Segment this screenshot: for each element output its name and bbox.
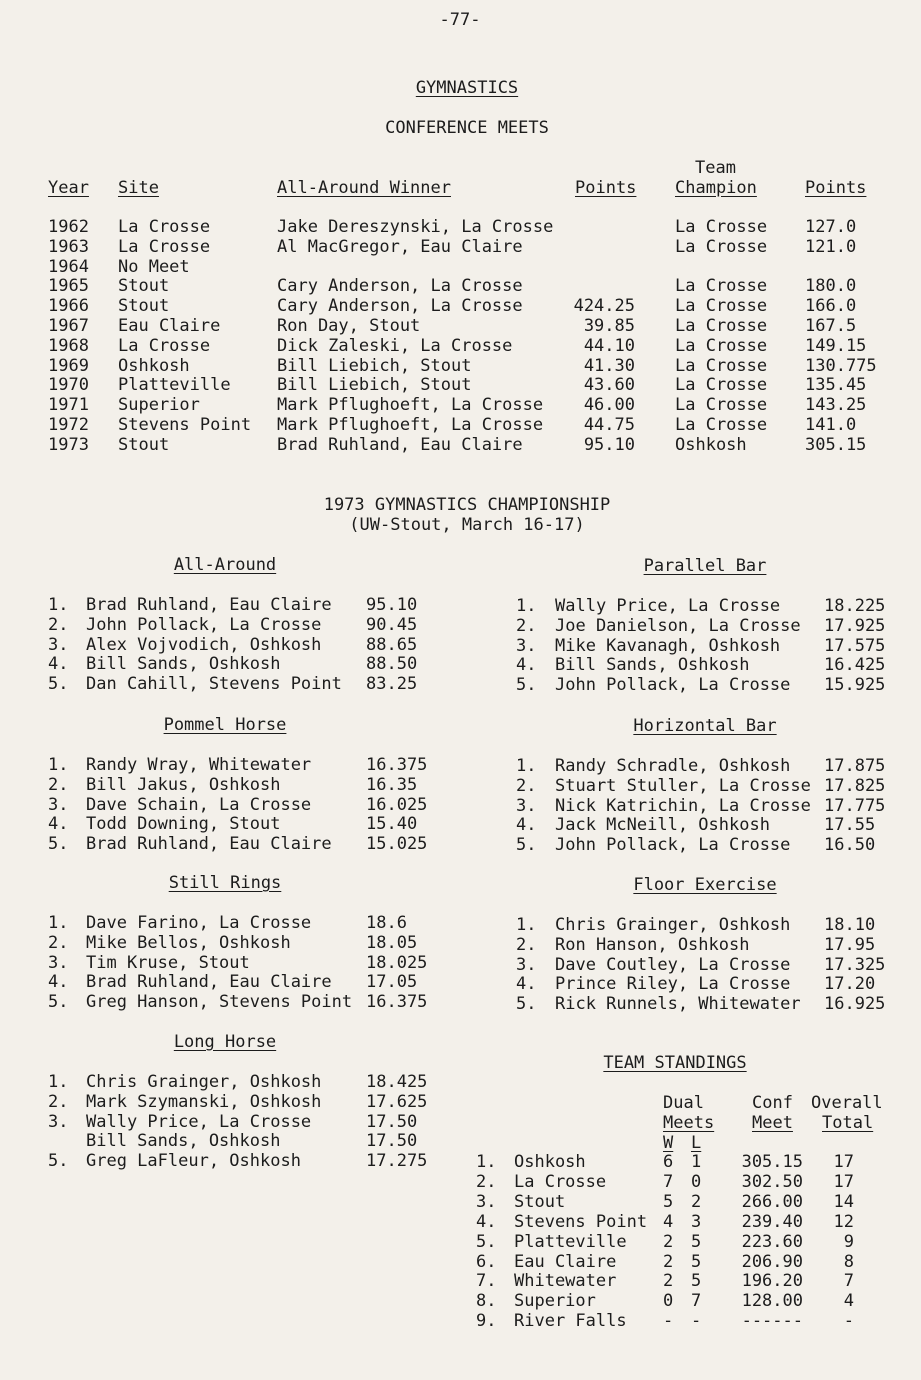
score: 16.925: [824, 994, 886, 1015]
overall-total: 12: [833, 1211, 854, 1232]
athlete: Bill Jakus, Oshkosh: [86, 774, 281, 795]
place: 2.: [516, 775, 537, 796]
wins: 6: [663, 1152, 674, 1172]
year-cell: 1964: [48, 256, 89, 277]
winner-cell: Mark Pflughoeft, La Crosse: [277, 395, 544, 416]
header-total: Total: [822, 1113, 874, 1133]
rank: 8.: [476, 1291, 497, 1312]
header-year: Year: [48, 178, 89, 198]
year-cell: 1973: [48, 434, 89, 455]
place: 2.: [48, 614, 69, 635]
place: 3.: [516, 795, 537, 816]
losses: 5: [691, 1271, 702, 1292]
overall-total: 9: [843, 1231, 854, 1252]
score: 95.10: [366, 595, 418, 615]
overall-total: 8: [843, 1251, 854, 1272]
header-site: Site: [118, 178, 159, 198]
site-cell: Eau Claire: [118, 316, 221, 336]
champion-cell: La Crosse: [675, 395, 768, 416]
rank: 3.: [476, 1191, 497, 1212]
athlete: Alex Vojvodich, Oshkosh: [86, 634, 322, 655]
athlete: John Pollack, La Crosse: [555, 675, 791, 696]
team-points-cell: 127.0: [805, 217, 857, 237]
athlete: Brad Ruhland, Eau Claire: [86, 972, 332, 993]
page-title: GYMNASTICS: [415, 78, 519, 98]
team: Platteville: [514, 1231, 627, 1252]
team-points-cell: 166.0: [805, 296, 857, 317]
year-cell: 1968: [48, 335, 89, 356]
winner-cell: Mark Pflughoeft, La Crosse: [277, 415, 544, 435]
losses: 5: [691, 1231, 702, 1252]
standings-title: TEAM STANDINGS: [603, 1053, 747, 1073]
score: 16.425: [824, 655, 886, 676]
team: Whitewater: [514, 1271, 617, 1292]
team: Stout: [514, 1191, 566, 1212]
event-title: Parallel Bar: [643, 556, 767, 576]
champion-cell: La Crosse: [675, 415, 768, 435]
athlete: Chris Grainger, Oshkosh: [86, 1072, 322, 1092]
score: 17.95: [824, 934, 876, 955]
site-cell: La Crosse: [118, 335, 211, 356]
team: Superior: [514, 1291, 596, 1312]
place: 3.: [48, 634, 69, 655]
site-cell: Superior: [118, 395, 200, 416]
score: 18.425: [366, 1072, 428, 1092]
rank: 5.: [476, 1231, 497, 1252]
champion-cell: La Crosse: [675, 296, 768, 317]
score: 16.375: [366, 755, 428, 775]
athlete: Rick Runnels, Whitewater: [555, 994, 801, 1015]
place: 2.: [48, 1091, 69, 1112]
athlete: Chris Grainger, Oshkosh: [555, 915, 791, 935]
rank: 7.: [476, 1271, 497, 1292]
event-title: Pommel Horse: [163, 715, 287, 735]
points-cell: 41.30: [583, 355, 635, 376]
site-cell: La Crosse: [118, 217, 211, 237]
athlete: Randy Schradle, Oshkosh: [555, 756, 791, 776]
athlete: Bill Sands, Oshkosh: [86, 654, 281, 675]
place: 3.: [516, 954, 537, 975]
losses: 7: [691, 1291, 702, 1312]
event-title: All-Around: [173, 555, 277, 575]
wins: 4: [663, 1211, 674, 1232]
athlete: Todd Downing, Stout: [86, 814, 281, 835]
place: 5.: [48, 834, 69, 855]
header-points: Points: [575, 178, 637, 198]
athlete: Bill Sands, Oshkosh: [86, 1131, 281, 1152]
athlete: Greg LaFleur, Oshkosh: [86, 1151, 301, 1172]
place: 5.: [516, 835, 537, 856]
overall-total: 4: [843, 1291, 854, 1312]
athlete: Dan Cahill, Stevens Point: [86, 674, 342, 695]
championship-subtitle: (UW-Stout, March 16-17): [349, 515, 585, 535]
score: 88.65: [366, 634, 418, 655]
score: 17.825: [824, 775, 886, 796]
year-cell: 1971: [48, 395, 89, 416]
conf-meet: 239.40: [741, 1211, 803, 1232]
conf-meet: ------: [741, 1311, 803, 1332]
score: 16.025: [366, 794, 428, 815]
place: 5.: [48, 992, 69, 1013]
score: 17.875: [824, 756, 886, 776]
place: 1.: [48, 913, 69, 933]
place: 1.: [48, 755, 69, 775]
score: 16.50: [824, 835, 876, 856]
team-points-cell: 130.775: [805, 355, 877, 376]
champion-cell: La Crosse: [675, 355, 768, 376]
event-title: Still Rings: [168, 873, 282, 893]
score: 17.575: [824, 635, 886, 656]
site-cell: Stout: [118, 276, 170, 297]
athlete: Prince Riley, La Crosse: [555, 974, 791, 995]
place: 4.: [48, 654, 69, 675]
athlete: Greg Hanson, Stevens Point: [86, 992, 353, 1013]
athlete: Joe Danielson, La Crosse: [555, 615, 801, 636]
year-cell: 1967: [48, 316, 89, 336]
team-points-cell: 135.45: [805, 375, 867, 396]
score: 16.375: [366, 992, 428, 1013]
score: 15.025: [366, 834, 428, 855]
place: 1.: [48, 595, 69, 615]
site-cell: Stout: [118, 434, 170, 455]
team-points-cell: 143.25: [805, 395, 867, 416]
score: 18.05: [366, 932, 418, 953]
winner-cell: Ron Day, Stout: [277, 316, 421, 336]
athlete: John Pollack, La Crosse: [86, 614, 322, 635]
place: 4.: [516, 815, 537, 836]
points-cell: 46.00: [583, 395, 635, 416]
score: 17.50: [366, 1131, 418, 1152]
place: 4.: [48, 814, 69, 835]
athlete: Brad Ruhland, Eau Claire: [86, 834, 332, 855]
header-overall: Overall: [811, 1093, 883, 1113]
place: 2.: [516, 615, 537, 636]
conf-meet: 196.20: [741, 1271, 803, 1292]
place: 1.: [516, 756, 537, 776]
header-meet: Meet: [752, 1113, 793, 1133]
winner-cell: Bill Liebich, Stout: [277, 375, 472, 396]
athlete: Stuart Stuller, La Crosse: [555, 775, 811, 796]
overall-total: 17: [833, 1171, 854, 1192]
place: 5.: [516, 675, 537, 696]
athlete: Dave Coutley, La Crosse: [555, 954, 791, 975]
place: 3.: [48, 1111, 69, 1132]
conf-meet: 302.50: [741, 1171, 803, 1192]
site-cell: Stevens Point: [118, 415, 252, 435]
year-cell: 1963: [48, 236, 89, 257]
header-champion: Champion: [675, 178, 757, 198]
page-number: -77-: [439, 10, 481, 30]
wins: 7: [663, 1171, 674, 1192]
athlete: Brad Ruhland, Eau Claire: [86, 595, 332, 615]
score: 83.25: [366, 674, 418, 695]
place: 1.: [516, 596, 537, 616]
athlete: Ron Hanson, Oshkosh: [555, 934, 750, 955]
score: 17.50: [366, 1111, 418, 1132]
place: 1.: [516, 915, 537, 935]
place: 3.: [48, 952, 69, 973]
year-cell: 1969: [48, 355, 89, 376]
year-cell: 1962: [48, 217, 89, 237]
score: 17.925: [824, 615, 886, 636]
score: 17.325: [824, 954, 886, 975]
score: 18.6: [366, 913, 407, 933]
team: Eau Claire: [514, 1251, 617, 1272]
team-points-cell: 167.5: [805, 316, 857, 336]
overall-total: 17: [833, 1152, 854, 1172]
rank: 6.: [476, 1251, 497, 1272]
winner-cell: Dick Zaleski, La Crosse: [277, 335, 513, 356]
team-points-cell: 180.0: [805, 276, 857, 297]
place: 5.: [516, 994, 537, 1015]
place: 2.: [516, 934, 537, 955]
winner-cell: Al MacGregor, Eau Claire: [277, 236, 523, 257]
overall-total: -: [843, 1311, 854, 1332]
site-cell: No Meet: [118, 256, 190, 277]
conf-meet: 266.00: [741, 1191, 803, 1212]
athlete: Dave Farino, La Crosse: [86, 913, 312, 933]
points-cell: 39.85: [583, 316, 635, 336]
team-points-cell: 305.15: [805, 434, 867, 455]
header-team: Team: [695, 158, 736, 178]
place: 3.: [48, 794, 69, 815]
place: 2.: [48, 774, 69, 795]
points-cell: 44.10: [583, 335, 635, 356]
place: 1.: [48, 1072, 69, 1092]
header-team-points: Points: [805, 178, 867, 198]
champion-cell: La Crosse: [675, 217, 768, 237]
champion-cell: Oshkosh: [675, 434, 747, 455]
team: River Falls: [514, 1311, 627, 1332]
score: 15.925: [824, 675, 886, 696]
score: 18.025: [366, 952, 428, 973]
place: 4.: [516, 655, 537, 676]
conf-meet: 128.00: [741, 1291, 803, 1312]
champion-cell: La Crosse: [675, 236, 768, 257]
conf-meet: 305.15: [741, 1152, 803, 1172]
event-title: Long Horse: [173, 1032, 277, 1052]
champion-cell: La Crosse: [675, 316, 768, 336]
score: 17.775: [824, 795, 886, 816]
score: 16.35: [366, 774, 418, 795]
site-cell: La Crosse: [118, 236, 211, 257]
rank: 2.: [476, 1171, 497, 1192]
championship-title: 1973 GYMNASTICS CHAMPIONSHIP: [323, 495, 611, 515]
team-points-cell: 141.0: [805, 415, 857, 435]
team-points-cell: 121.0: [805, 236, 857, 257]
score: 90.45: [366, 614, 418, 635]
winner-cell: Cary Anderson, La Crosse: [277, 276, 523, 297]
athlete: Nick Katrichin, La Crosse: [555, 795, 811, 816]
header-meets: Meets: [663, 1113, 715, 1133]
conf-meet: 206.90: [741, 1251, 803, 1272]
wins: 2: [663, 1271, 674, 1292]
conf-meet: 223.60: [741, 1231, 803, 1252]
overall-total: 7: [843, 1271, 854, 1292]
athlete: John Pollack, La Crosse: [555, 835, 791, 856]
winner-cell: Brad Ruhland, Eau Claire: [277, 434, 523, 455]
athlete: Jack McNeill, Oshkosh: [555, 815, 770, 836]
team: Oshkosh: [514, 1152, 586, 1172]
score: 17.05: [366, 972, 418, 993]
header-dual: Dual: [663, 1093, 704, 1113]
losses: -: [691, 1311, 702, 1332]
wins: -: [663, 1311, 674, 1332]
year-cell: 1972: [48, 415, 89, 435]
athlete: Mark Szymanski, Oshkosh: [86, 1091, 322, 1112]
site-cell: Platteville: [118, 375, 231, 396]
rank: 1.: [476, 1152, 497, 1172]
champion-cell: La Crosse: [675, 335, 768, 356]
rank: 9.: [476, 1311, 497, 1332]
athlete: Mike Kavanagh, Oshkosh: [555, 635, 781, 656]
overall-total: 14: [833, 1191, 854, 1212]
athlete: Mike Bellos, Oshkosh: [86, 932, 291, 953]
losses: 5: [691, 1251, 702, 1272]
losses: 1: [691, 1152, 702, 1172]
wins: 2: [663, 1231, 674, 1252]
site-cell: Stout: [118, 296, 170, 317]
wins: 0: [663, 1291, 674, 1312]
year-cell: 1966: [48, 296, 89, 317]
winner-cell: Jake Dereszynski, La Crosse: [277, 217, 554, 237]
wins: 5: [663, 1191, 674, 1212]
losses: 2: [691, 1191, 702, 1212]
section-title: CONFERENCE MEETS: [385, 118, 549, 138]
place: 4.: [48, 972, 69, 993]
athlete: Dave Schain, La Crosse: [86, 794, 312, 815]
athlete: Bill Sands, Oshkosh: [555, 655, 750, 676]
athlete: Tim Kruse, Stout: [86, 952, 250, 973]
athlete: Wally Price, La Crosse: [555, 596, 781, 616]
points-cell: 95.10: [583, 434, 635, 455]
place: 4.: [516, 974, 537, 995]
place: 5.: [48, 1151, 69, 1172]
header-conf: Conf: [752, 1093, 793, 1113]
champion-cell: La Crosse: [675, 375, 768, 396]
points-cell: 424.25: [573, 296, 635, 317]
score: 17.20: [824, 974, 876, 995]
place: 5.: [48, 674, 69, 695]
header-w: W: [663, 1133, 674, 1153]
score: 17.625: [366, 1091, 428, 1112]
score: 17.275: [366, 1151, 428, 1172]
athlete: Randy Wray, Whitewater: [86, 755, 312, 775]
score: 15.40: [366, 814, 418, 835]
rank: 4.: [476, 1211, 497, 1232]
team: La Crosse: [514, 1171, 607, 1192]
losses: 0: [691, 1171, 702, 1192]
site-cell: Oshkosh: [118, 355, 190, 376]
winner-cell: Bill Liebich, Stout: [277, 355, 472, 376]
place: 2.: [48, 932, 69, 953]
event-title: Horizontal Bar: [633, 716, 777, 736]
year-cell: 1970: [48, 375, 89, 396]
place: 3.: [516, 635, 537, 656]
score: 18.225: [824, 596, 886, 616]
winner-cell: Cary Anderson, La Crosse: [277, 296, 523, 317]
score: 88.50: [366, 654, 418, 675]
athlete: Wally Price, La Crosse: [86, 1111, 312, 1132]
header-all-around-winner: All-Around Winner: [277, 178, 451, 198]
points-cell: 44.75: [583, 415, 635, 435]
team: Stevens Point: [514, 1211, 648, 1232]
event-title: Floor Exercise: [633, 875, 777, 895]
champion-cell: La Crosse: [675, 276, 768, 297]
points-cell: 43.60: [583, 375, 635, 396]
team-points-cell: 149.15: [805, 335, 867, 356]
header-l: L: [691, 1133, 702, 1153]
score: 18.10: [824, 915, 876, 935]
wins: 2: [663, 1251, 674, 1272]
score: 17.55: [824, 815, 876, 836]
losses: 3: [691, 1211, 702, 1232]
year-cell: 1965: [48, 276, 89, 297]
